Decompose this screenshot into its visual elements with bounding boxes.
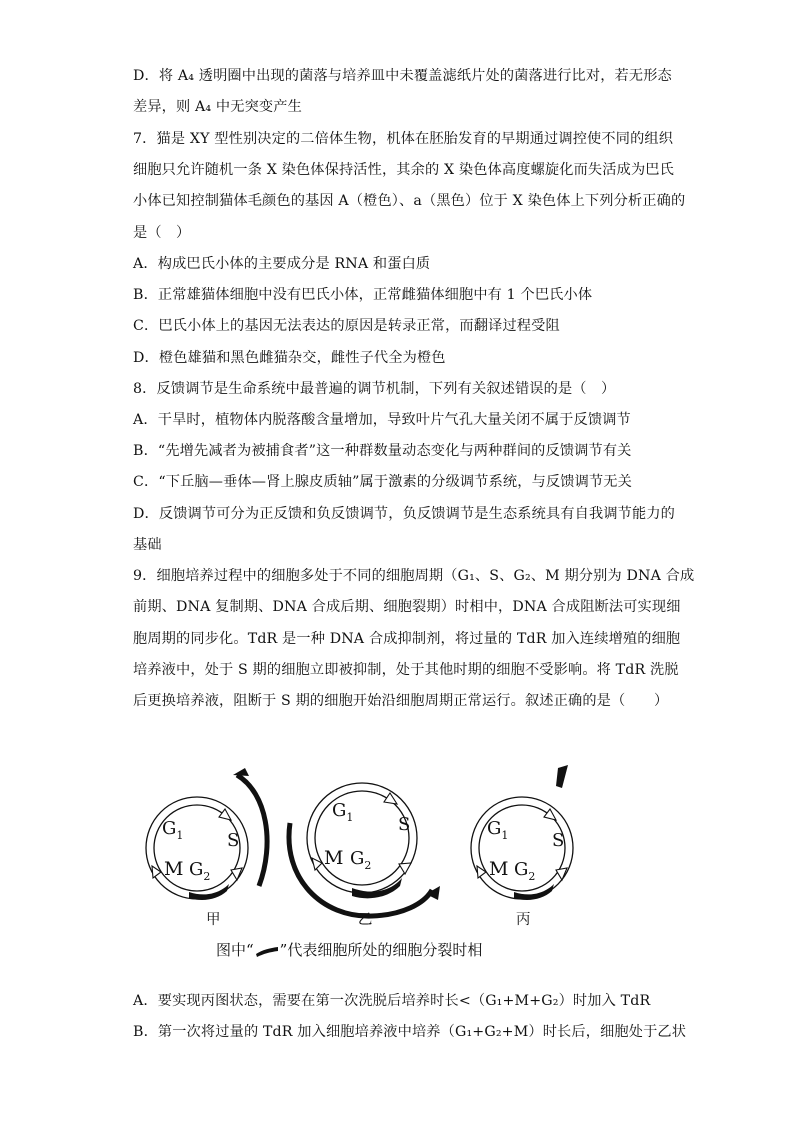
cycle-arrow [544, 809, 556, 820]
g1-label: $G_1$ [162, 818, 184, 842]
cycle-arrow [219, 809, 231, 820]
m-phase-band [514, 884, 554, 900]
s-label: S [227, 830, 240, 851]
figure-caption [216, 940, 482, 960]
option-7c: C．巴氏小体上的基因无法表达的原因是转录正常，而翻译过程受阻 [133, 318, 560, 334]
option-8d-line1: D．反馈调节可分为正反馈和负反馈调节，负反馈调节是生态系统具有自我调节能力的 [133, 506, 676, 522]
s-label: S [552, 830, 565, 851]
option-9b: B．第一次将过量的 TdR 加入细胞培养液中培养（G₁+G₂+M）时长后，细胞处于乙状 [133, 1024, 687, 1040]
question-7-line1: 7．猫是 XY 型性别决定的二倍体生物，机体在胚胎发育的早期通过调控使不同的组织 [133, 131, 674, 147]
question-9-line4: 培养液中，处于 S 期的细胞立即被抑制，处于其他时期的细胞不受影响。将 TdR 洗脱 [133, 662, 679, 678]
option-8a: A．干旱时，植物体内脱落酸含量增加，导致叶片气孔大量关闭不属于反馈调节 [133, 412, 631, 428]
m-label: M [164, 858, 184, 880]
question-8: 8．反馈调节是生命系统中最普遍的调节机制，下列有关叙述错误的是（ ） [133, 381, 616, 397]
option-7b: B．正常雄猫体细胞中没有巴氏小体，正常雌猫体细胞中有 1 个巴氏小体 [133, 287, 593, 303]
cycle-arrow [477, 866, 486, 878]
phase-marker-icon [254, 945, 280, 957]
panel-label-bing: 丙 [516, 912, 531, 928]
question-9-line3: 胞周期的同步化。TdR 是一种 DNA 合成抑制剂，将过量的 TdR 加入连续增殖的细胞 [133, 631, 681, 647]
arrested-cells-arc [289, 823, 432, 916]
g1-label: $G_1$ [487, 818, 509, 842]
option-8d-line2: 基础 [133, 537, 162, 553]
option-6d-line1: D．将 A₄ 透明圈中出现的菌落与培养皿中未覆盖滤纸片处的菌落进行比对，若无形态 [133, 68, 672, 84]
option-8b: B．“先增先减者为被捕食者”这一种群数量动态变化与两种群间的反馈调节有关 [133, 443, 632, 459]
panel-jia-diagram [146, 768, 267, 900]
question-9-line2: 前期、DNA 复制期、DNA 合成后期、细胞裂期）时相中，DNA 合成阻断法可实现细 [133, 599, 681, 615]
s-label: S [398, 814, 411, 835]
question-7-line4: 是（ ） [133, 225, 191, 241]
caption-after: ”代表细胞所处的细胞分裂时相 [279, 941, 483, 959]
panel-yi-diagram [289, 783, 440, 916]
g2-label: $G_2$ [350, 848, 372, 872]
g2-label: $G_2$ [514, 859, 536, 883]
caption-before: 图中“ [216, 941, 254, 959]
option-7a: A．构成巴氏小体的主要成分是 RNA 和蛋白质 [133, 256, 431, 272]
option-7d: D．橙色雄猫和黑色雌猫杂交，雌性子代全为橙色 [133, 350, 446, 366]
panel-label-yi: 乙 [358, 912, 373, 928]
option-9a: A．要实现丙图状态，需要在第一次洗脱后培养时长<（G₁+M+G₂）时加入 TdR [133, 993, 651, 1009]
question-9-line5: 后更换培养液，阻断于 S 期的细胞开始沿细胞周期正常运行。叙述正确的是（ ） [133, 693, 669, 709]
panel-label-jia: 甲 [206, 912, 221, 928]
inner-ring [315, 791, 409, 885]
arrested-cells-mark [556, 765, 568, 788]
cycle-arrow [399, 863, 411, 874]
m-phase-band [352, 878, 402, 898]
m-label: M [324, 847, 344, 869]
m-label: M [489, 858, 509, 880]
g2-label: $G_2$ [189, 859, 211, 883]
question-7-line3: 小体已知控制猫体毛颜色的基因 A（橙色）、a（黑色）位于 X 染色体上下列分析正确的 [133, 193, 686, 209]
outer-ring [307, 783, 417, 893]
option-6d-line2: 差异，则 A₄ 中无突变产生 [133, 99, 302, 115]
cycle-arrow [152, 866, 161, 878]
question-7-line2: 细胞只允许随机一条 X 染色体保持活性，其余的 X 染色体高度螺旋化而失活成为巴氏 [133, 162, 674, 178]
g1-label: $G_1$ [332, 800, 354, 824]
arc-head [233, 768, 249, 776]
option-8c: C．“下丘脑—垂体—肾上腺皮质轴”属于激素的分级调节系统，与反馈调节无关 [133, 474, 632, 490]
question-9-line1: 9．细胞培养过程中的细胞多处于不同的细胞周期（G₁、S、G₂、M 期分别为 DNA 合成 [133, 568, 695, 584]
panel-bing-diagram [471, 765, 573, 900]
m-phase-band [189, 884, 229, 900]
